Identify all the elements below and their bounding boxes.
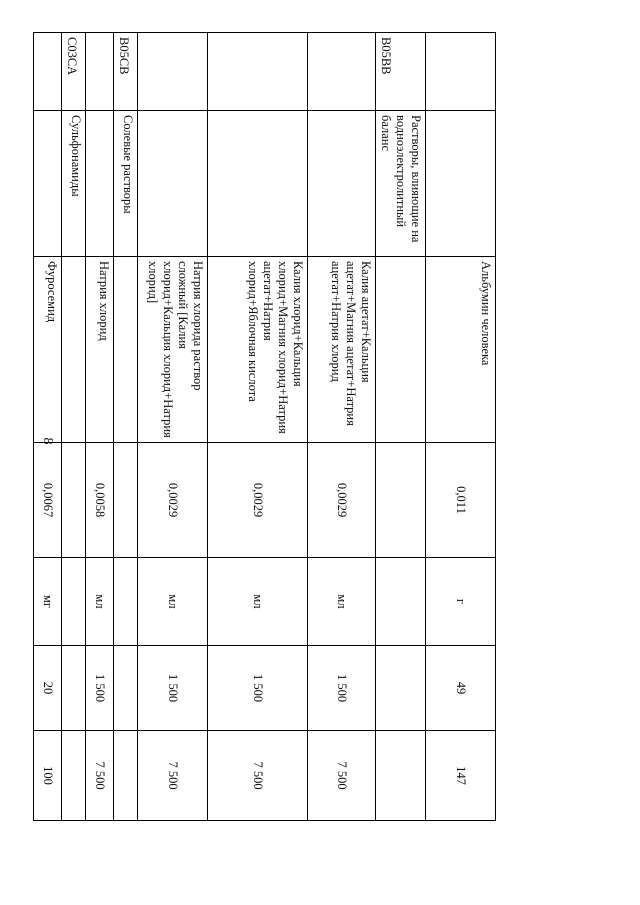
value-147-cell [114, 731, 138, 821]
unit-cell: мл [86, 558, 114, 646]
value-147-cell [62, 731, 86, 821]
drug-cell: Натрия хлорид [86, 257, 114, 443]
table-row [208, 33, 308, 821]
unit-cell [376, 558, 426, 646]
table-row [426, 33, 496, 821]
ddd-cell: 0,0058 [86, 443, 114, 558]
group-cell: Солевые растворы [114, 111, 138, 257]
group-cell [426, 111, 496, 257]
ddd-cell [62, 443, 86, 558]
group-cell [138, 111, 208, 257]
atc-code-cell [86, 33, 114, 111]
value-49-cell: 49 [426, 646, 496, 731]
value-147-cell [376, 731, 426, 821]
ddd-cell: 0,011 [426, 443, 496, 558]
group-cell [34, 111, 62, 257]
value-49-cell: 1 500 [86, 646, 114, 731]
unit-cell: мл [208, 558, 308, 646]
rotated-table-area [41, 32, 496, 820]
drug-table [33, 32, 496, 821]
table-row [308, 33, 376, 821]
group-cell [308, 111, 376, 257]
drug-cell: Натрия хлорида раствор сложный [Калия хлорид+Кальция хлорид+Натрия хлорид] [138, 257, 208, 443]
atc-code-cell: B05BB [376, 33, 426, 111]
table-row [86, 33, 114, 821]
group-cell: Растворы, влияющие на водноэлектролитный баланс [376, 111, 426, 257]
drug-cell: Калия ацетат+Кальция ацетат+Магния ацетат+Натрия ацетат+Натрия хлорид [308, 257, 376, 443]
unit-cell [62, 558, 86, 646]
atc-code-cell [138, 33, 208, 111]
unit-cell: мг [34, 558, 62, 646]
value-49-cell: 1 500 [308, 646, 376, 731]
value-147-cell: 7 500 [138, 731, 208, 821]
unit-cell: г [426, 558, 496, 646]
atc-code-cell [308, 33, 376, 111]
ddd-cell: 0,0067 [34, 443, 62, 558]
drug-cell [62, 257, 86, 443]
value-49-cell [62, 646, 86, 731]
atc-code-cell [426, 33, 496, 111]
value-147-cell: 100 [34, 731, 62, 821]
table-row [34, 33, 62, 821]
unit-cell [114, 558, 138, 646]
table-row [62, 33, 86, 821]
ddd-cell: 0,0029 [308, 443, 376, 558]
ddd-cell [376, 443, 426, 558]
drug-cell [114, 257, 138, 443]
ddd-cell: 0,0029 [208, 443, 308, 558]
value-49-cell: 1 500 [208, 646, 308, 731]
table-row [114, 33, 138, 821]
drug-cell [376, 257, 426, 443]
value-147-cell: 7 500 [308, 731, 376, 821]
page-number: 8 [40, 437, 55, 445]
unit-cell: мл [138, 558, 208, 646]
drug-cell: Калия хлорид+Кальция хлорид+Магния хлорид+Натрия ацетат+Натрия хлорид+Яблочная кислота [208, 257, 308, 443]
value-49-cell [114, 646, 138, 731]
value-147-cell: 147 [426, 731, 496, 821]
value-49-cell: 20 [34, 646, 62, 731]
atc-code-cell [34, 33, 62, 111]
atc-code-cell: B05CB [114, 33, 138, 111]
group-cell: Сульфонамиды [62, 111, 86, 257]
value-49-cell [376, 646, 426, 731]
value-147-cell: 7 500 [86, 731, 114, 821]
table-row [376, 33, 426, 821]
value-49-cell: 1 500 [138, 646, 208, 731]
ddd-cell [114, 443, 138, 558]
drug-cell: Фуросемид [34, 257, 62, 443]
unit-cell: мл [308, 558, 376, 646]
value-147-cell: 7 500 [208, 731, 308, 821]
group-cell [208, 111, 308, 257]
group-cell [86, 111, 114, 257]
atc-code-cell [208, 33, 308, 111]
atc-code-cell: C03CA [62, 33, 86, 111]
ddd-cell: 0,0029 [138, 443, 208, 558]
drug-cell: Альбумин человека [426, 257, 496, 443]
table-row [138, 33, 208, 821]
